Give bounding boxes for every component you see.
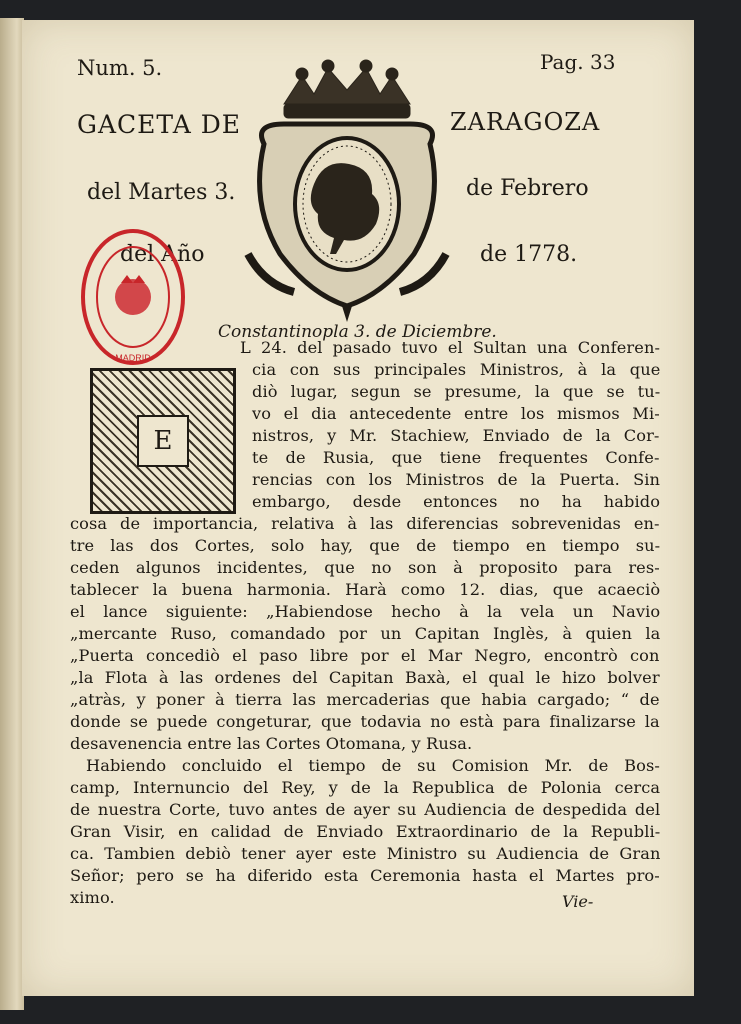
date-left: del Martes 3.	[87, 180, 236, 205]
article-line: cosa de importancia, relativa à las diferencias sobrevenidas en-	[70, 514, 660, 533]
initial-letter: E	[137, 415, 189, 467]
issue-number: Num. 5.	[77, 56, 163, 80]
article-line: Habiendo concluido el tiempo de su Comision Mr. de Bos-	[86, 756, 660, 775]
article-line: Señor; pero se ha diferido esta Ceremonia hasta el Martes pro-	[70, 866, 660, 885]
article-line: vo el dia antecedente entre los mismos Mi-	[252, 404, 660, 423]
article-line: el lance siguiente: „Habiendose hecho à la vela un Navio	[70, 602, 661, 621]
page-number: Pag. 33	[540, 50, 616, 74]
article-line: Gran Visir, en calidad de Enviado Extraordinario de la Republi-	[70, 822, 661, 841]
decorated-initial	[90, 368, 236, 514]
article-line: camp, Internuncio del Rey, y de la Republica de Polonia cerca	[70, 778, 661, 797]
year-right: de 1778.	[480, 242, 578, 267]
article-line: embargo, desde entonces no ha habido	[252, 492, 661, 511]
article-line: ceden algunos incidentes, que no son à proposito para res-	[70, 558, 660, 577]
newspaper-page	[22, 20, 694, 996]
article-line: ca. Tambien debiò tener ayer este Ministro su Audiencia de Gran	[70, 844, 661, 863]
article-line: desavenencia entre las Cortes Otomana, y Rusa.	[70, 734, 473, 753]
left-page-edge	[0, 18, 24, 1010]
article-line: „atràs, y poner à tierra las mercaderias que habia cargado; “ de	[70, 690, 660, 709]
title-right: ZARAGOZA	[450, 108, 601, 136]
article-line: cia con sus principales Ministros, à la que	[252, 360, 661, 379]
article-line: donde se puede congeturar, que todavia no està para finalizarse la	[70, 712, 660, 731]
article-line: tablecer la buena harmonia. Harà como 12. dias, que acaeciò	[70, 580, 661, 599]
article-line: ximo.	[70, 888, 115, 907]
coat-of-arms-icon	[244, 54, 450, 326]
article-line: de nuestra Corte, tuvo antes de ayer su Audiencia de despedida del	[70, 800, 661, 819]
svg-text:MADRID: MADRID	[115, 353, 151, 363]
article-line: nistros, y Mr. Stachiew, Enviado de la Cor-	[252, 426, 660, 445]
article-line: te de Rusia, que tiene frequentes Confe-	[252, 448, 660, 467]
year-left: del Año	[120, 242, 205, 267]
article-line: „Puerta concediò el paso libre por el Mar Negro, encontrò con	[70, 646, 660, 665]
dateline: Constantinopla 3. de Diciembre.	[218, 322, 497, 342]
article-line: L 24. del pasado tuvo el Sultan una Conferen-	[240, 338, 661, 357]
title-left: GACETA DE	[77, 110, 242, 139]
article-line: tre las dos Cortes, solo hay, que de tiempo en tiempo su-	[70, 536, 661, 555]
article-line: „mercante Ruso, comandado por un Capitan Inglès, à quien la	[70, 624, 661, 643]
article-line: diò lugar, segun se presume, la que se tu-	[252, 382, 661, 401]
library-stamp-icon	[80, 227, 186, 367]
article-line: „la Flota à las ordenes del Capitan Baxà, el qual le hizo bolver	[70, 668, 660, 687]
article-line: rencias con los Ministros de la Puerta. Sin	[252, 470, 661, 489]
catchword: Vie-	[562, 892, 594, 911]
date-right: de Febrero	[466, 176, 589, 201]
